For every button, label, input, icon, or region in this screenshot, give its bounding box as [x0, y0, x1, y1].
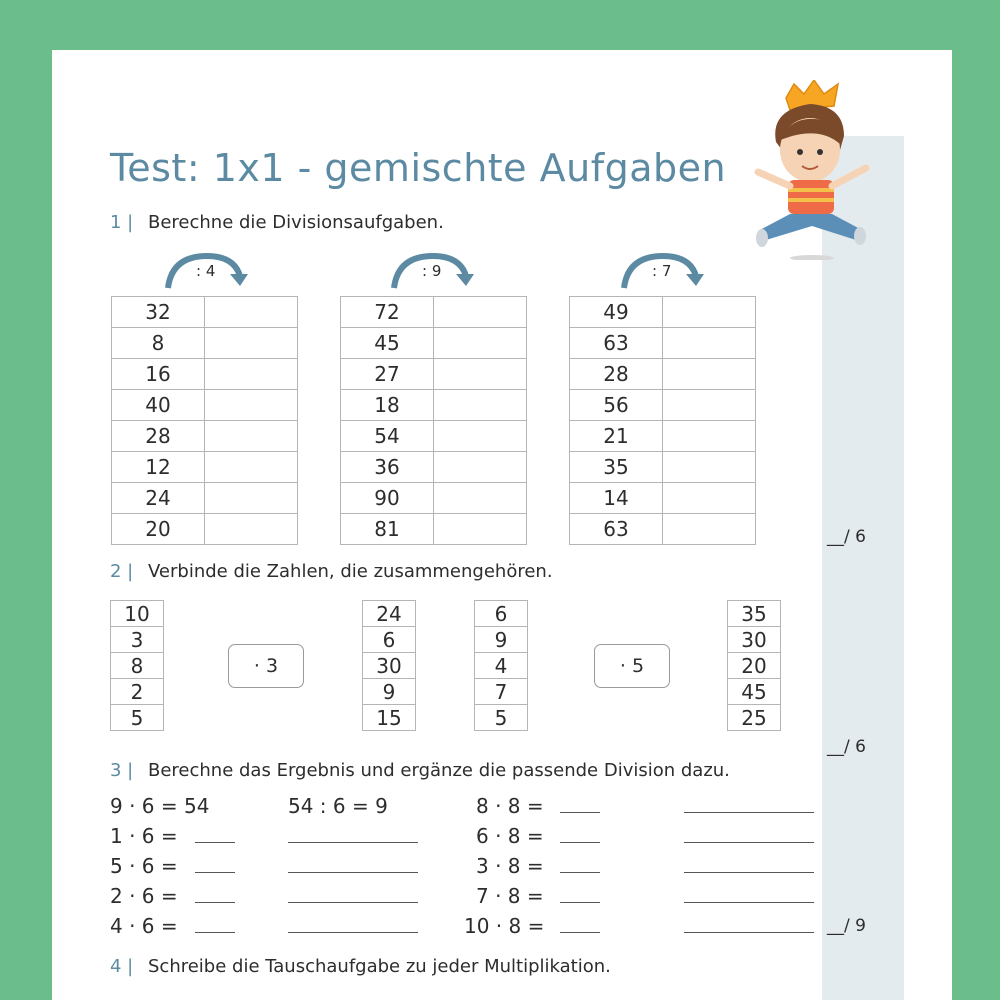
match-number[interactable]: 10: [111, 601, 164, 627]
division-table-9: [340, 296, 527, 545]
section-instruction: Schreibe die Tauschaufgabe zu jeder Multiplikation.: [148, 956, 611, 977]
division-operator-arrow: [162, 250, 252, 294]
answer-cell[interactable]: [205, 421, 298, 452]
section-3-score: __/ 9: [827, 916, 866, 936]
dividend-cell: 28: [112, 421, 205, 452]
division-answer-line[interactable]: [684, 842, 814, 843]
multiplication-row: 9 · 6 = 54: [110, 794, 210, 818]
answer-cell[interactable]: [434, 328, 527, 359]
multiplication-row: 1 · 6 =: [110, 824, 178, 848]
answer-line[interactable]: [560, 932, 600, 933]
multiply-operator-box: · 3: [228, 644, 304, 688]
operator-label: : 4: [196, 262, 216, 280]
answer-line[interactable]: [560, 812, 600, 813]
answer-line[interactable]: [560, 872, 600, 873]
curved-arrow-icon: [618, 250, 708, 290]
dividend-cell: 72: [341, 297, 434, 328]
match-number[interactable]: 24: [363, 601, 416, 627]
answer-cell[interactable]: [663, 514, 756, 545]
answer-cell[interactable]: [434, 297, 527, 328]
division-answer-line[interactable]: [684, 812, 814, 813]
answer-cell[interactable]: [434, 452, 527, 483]
dividend-cell: 35: [570, 452, 663, 483]
answer-cell[interactable]: [205, 483, 298, 514]
multiplication-row: 7 · 8 =: [476, 884, 544, 908]
answer-cell[interactable]: [434, 514, 527, 545]
answer-cell[interactable]: [434, 421, 527, 452]
section-instruction: Verbinde die Zahlen, die zusammengehören.: [148, 561, 553, 582]
match-number[interactable]: 35: [728, 601, 781, 627]
dividend-cell: 36: [341, 452, 434, 483]
match-left-column: [110, 600, 164, 731]
multiplication-row: 10 · 8 =: [464, 914, 545, 938]
answer-line[interactable]: [560, 842, 600, 843]
section-2-heading: [110, 561, 553, 582]
match-number[interactable]: 6: [475, 601, 528, 627]
division-answer-line[interactable]: [684, 902, 814, 903]
answer-cell[interactable]: [663, 421, 756, 452]
match-right-column: [362, 600, 416, 731]
multiply-operator-box: · 5: [594, 644, 670, 688]
dividend-cell: 18: [341, 390, 434, 421]
match-number[interactable]: 25: [728, 705, 781, 731]
division-answer-line[interactable]: [684, 872, 814, 873]
match-left-column: [474, 600, 528, 731]
answer-line[interactable]: [560, 902, 600, 903]
dividend-cell: 90: [341, 483, 434, 514]
match-number[interactable]: 7: [475, 679, 528, 705]
answer-cell[interactable]: [663, 297, 756, 328]
multiplication-row: 5 · 6 =: [110, 854, 178, 878]
section-2-score: __/ 6: [827, 737, 866, 757]
answer-cell[interactable]: [205, 390, 298, 421]
match-number[interactable]: 5: [475, 705, 528, 731]
match-number[interactable]: 20: [728, 653, 781, 679]
match-right-column: [727, 600, 781, 731]
dividend-cell: 20: [112, 514, 205, 545]
section-number: 3 |: [110, 760, 134, 781]
curved-arrow-icon: [162, 250, 252, 290]
section-4-heading: [110, 956, 611, 977]
dividend-cell: 21: [570, 421, 663, 452]
answer-cell[interactable]: [663, 483, 756, 514]
example-division: 54 : 6 = 9: [288, 794, 388, 818]
match-number[interactable]: 6: [363, 627, 416, 653]
match-number[interactable]: 45: [728, 679, 781, 705]
match-number[interactable]: 2: [111, 679, 164, 705]
division-table-7: [569, 296, 756, 545]
dividend-cell: 27: [341, 359, 434, 390]
match-number[interactable]: 5: [111, 705, 164, 731]
section-1-score: __/ 6: [827, 527, 866, 547]
section-3-heading: [110, 760, 730, 781]
curved-arrow-icon: [388, 250, 478, 290]
dividend-cell: 54: [341, 421, 434, 452]
section-number: 1 |: [110, 212, 134, 233]
operator-label: : 7: [652, 262, 672, 280]
answer-cell[interactable]: [205, 514, 298, 545]
match-number[interactable]: 9: [363, 679, 416, 705]
dividend-cell: 63: [570, 514, 663, 545]
match-number[interactable]: 9: [475, 627, 528, 653]
division-answer-line[interactable]: [288, 932, 418, 933]
section-number: 2 |: [110, 561, 134, 582]
section-1-heading: [110, 212, 444, 233]
division-answer-line[interactable]: [288, 902, 418, 903]
dividend-cell: 40: [112, 390, 205, 421]
answer-cell[interactable]: [663, 328, 756, 359]
page-title: Test: 1x1 - gemischte Aufgaben: [110, 146, 727, 190]
dividend-cell: 32: [112, 297, 205, 328]
dividend-cell: 49: [570, 297, 663, 328]
multiplication-row: 2 · 6 =: [110, 884, 178, 908]
answer-line[interactable]: [195, 872, 235, 873]
dividend-cell: 8: [112, 328, 205, 359]
section-number: 4 |: [110, 956, 134, 977]
division-answer-line[interactable]: [288, 872, 418, 873]
answer-cell[interactable]: [434, 483, 527, 514]
dividend-cell: 24: [112, 483, 205, 514]
answer-cell[interactable]: [434, 390, 527, 421]
dividend-cell: 12: [112, 452, 205, 483]
answer-cell[interactable]: [205, 328, 298, 359]
answer-cell[interactable]: [205, 359, 298, 390]
operator-label: : 9: [422, 262, 442, 280]
answer-line[interactable]: [195, 902, 235, 903]
score-sidebar: [822, 136, 904, 1000]
multiplication-row: 8 · 8 =: [476, 794, 544, 818]
answer-cell[interactable]: [663, 452, 756, 483]
division-operator-arrow: [388, 250, 478, 294]
multiplication-row: 3 · 8 =: [476, 854, 544, 878]
answer-line[interactable]: [195, 932, 235, 933]
dividend-cell: 14: [570, 483, 663, 514]
match-number[interactable]: 15: [363, 705, 416, 731]
answer-cell[interactable]: [205, 297, 298, 328]
division-table-4: [111, 296, 298, 545]
section-instruction: Berechne das Ergebnis und ergänze die passende Division dazu.: [148, 760, 730, 781]
answer-line[interactable]: [195, 842, 235, 843]
match-number[interactable]: 30: [728, 627, 781, 653]
division-answer-line[interactable]: [288, 842, 418, 843]
dividend-cell: 45: [341, 328, 434, 359]
division-operator-arrow: [618, 250, 708, 294]
division-answer-line[interactable]: [684, 932, 814, 933]
answer-cell[interactable]: [663, 390, 756, 421]
answer-cell[interactable]: [434, 359, 527, 390]
dividend-cell: 56: [570, 390, 663, 421]
dividend-cell: 16: [112, 359, 205, 390]
match-number[interactable]: 8: [111, 653, 164, 679]
multiplication-row: 6 · 8 =: [476, 824, 544, 848]
answer-cell[interactable]: [205, 452, 298, 483]
boy-with-crown-illustration: [752, 80, 882, 260]
multiplication-row: 4 · 6 =: [110, 914, 178, 938]
answer-cell[interactable]: [663, 359, 756, 390]
match-number[interactable]: 30: [363, 653, 416, 679]
match-number[interactable]: 4: [475, 653, 528, 679]
section-instruction: Berechne die Divisionsaufgaben.: [148, 212, 444, 233]
dividend-cell: 28: [570, 359, 663, 390]
match-number[interactable]: 3: [111, 627, 164, 653]
dividend-cell: 81: [341, 514, 434, 545]
worksheet-page: [52, 50, 952, 1000]
dividend-cell: 63: [570, 328, 663, 359]
